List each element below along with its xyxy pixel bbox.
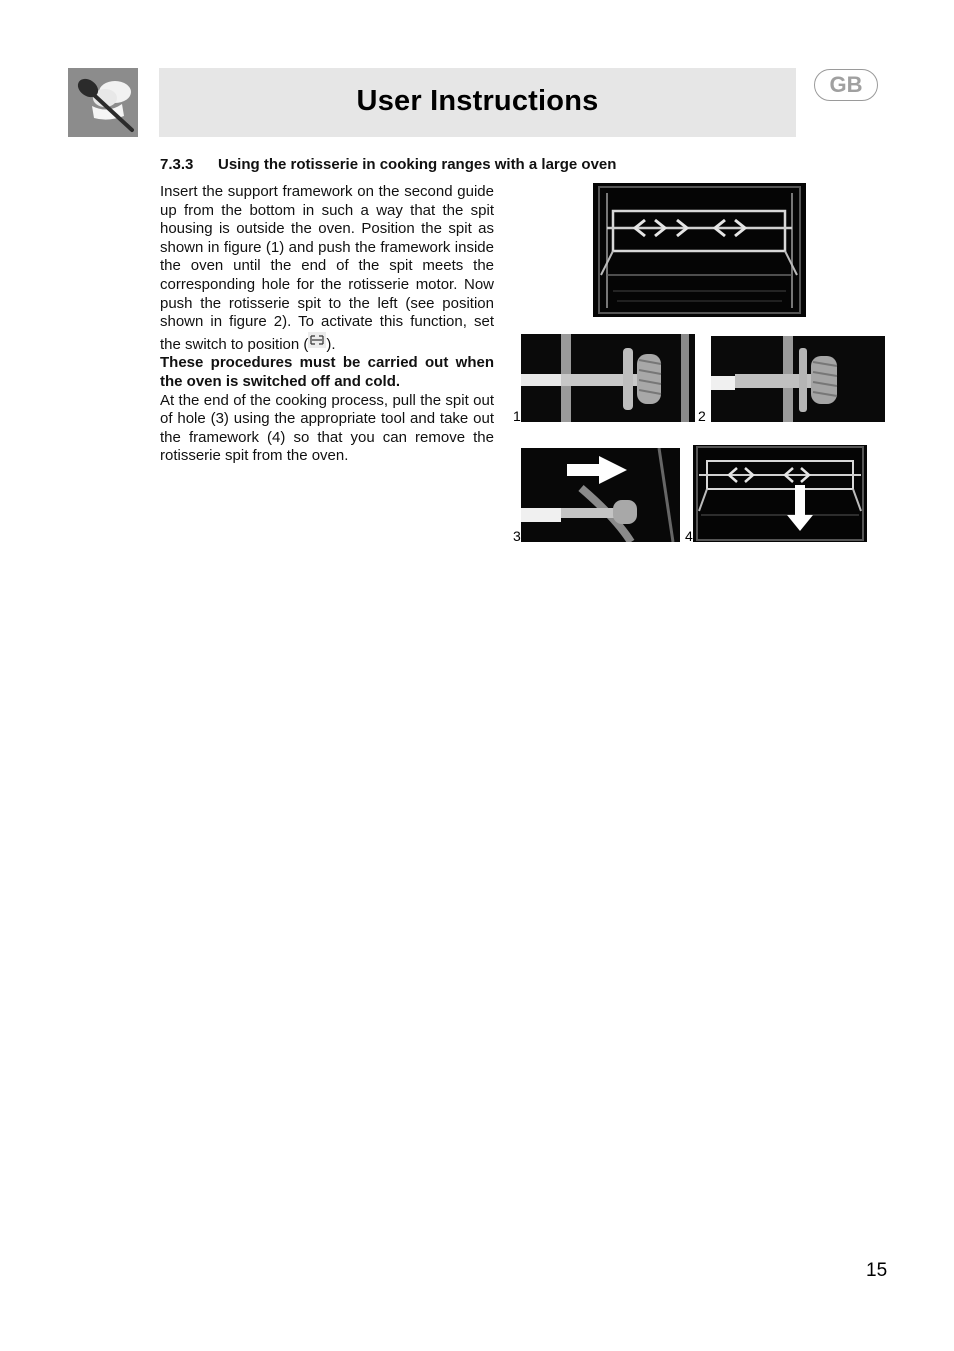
language-badge: GB <box>814 69 878 101</box>
paragraph-2: At the end of the cooking process, pull the spit out of hole (3) using the appropriate tool and take out the framework (4) so that you can remove the rotisserie spit from the oven. <box>160 391 494 465</box>
figure-label-4: 4 <box>685 528 693 544</box>
section-title: Using the rotisserie in cooking ranges with a large oven <box>218 156 617 173</box>
figure-4-remove-framework <box>693 445 867 542</box>
paragraph-1-text: Insert the support framework on the second guide up from the bottom in such a way that the spit housing is outside the oven. Position the spit as shown in figure (1) and push the framework inside the oven until the end of the spit meets the corresponding hole for the rotisserie motor. Now push the rotisserie spit to the left (see position shown in figure 2). To activate this function, set the switch to position ( <box>160 183 494 353</box>
figure-1-spit-position <box>521 334 695 422</box>
instructions-text <box>160 183 494 466</box>
warning-text: These procedures must be carried out when the oven is switched off and cold. <box>160 354 494 390</box>
title-bar <box>159 68 796 137</box>
section-number: 7.3.3 <box>160 156 194 173</box>
figure-label-2: 2 <box>698 408 706 424</box>
brand-logo <box>68 68 138 137</box>
spoon-and-chef-hat-icon <box>68 68 138 137</box>
paragraph-1 <box>160 183 494 354</box>
page-title: User Instructions <box>356 85 599 117</box>
figure-3-pull-spit-out <box>521 448 680 542</box>
rotisserie-symbol-icon <box>308 332 326 348</box>
page-number: 15 <box>866 1260 888 1281</box>
figure-label-1: 1 <box>513 408 521 424</box>
section-heading <box>160 156 616 173</box>
paragraph-1-end: ). <box>326 335 336 353</box>
figure-label-3: 3 <box>513 528 521 544</box>
figure-2-spit-pushed-left <box>711 336 885 422</box>
figure-oven-framework <box>593 183 806 317</box>
